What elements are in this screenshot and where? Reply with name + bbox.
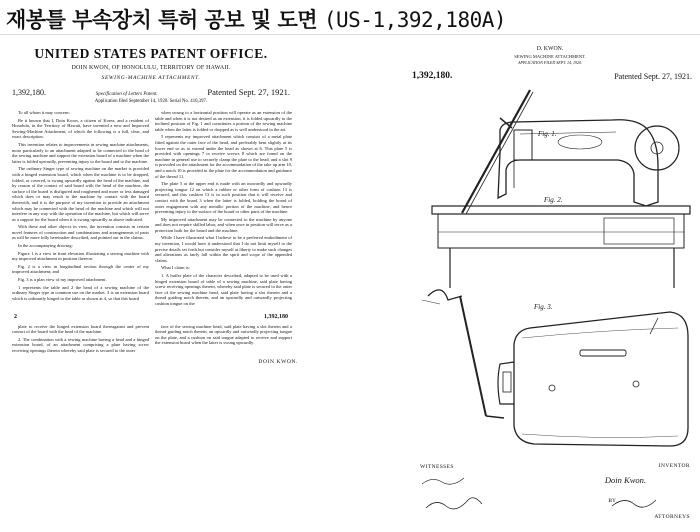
attachment-plate bbox=[514, 130, 532, 160]
screw-hole-2 bbox=[633, 381, 639, 387]
spec-paragraph: Fig. 2 is a view in longitudinal section through the center of my improved attachment; and bbox=[12, 263, 149, 275]
claims-column-left bbox=[12, 324, 149, 356]
drawing-application: APPLICATION FILED SEPT. 14, 1920. bbox=[517, 60, 583, 65]
spec-paragraph: 1 represents the table and 2 the head of a sewing machine of the ordinary Singer type in common use on the market. 3 is an extension board which is ordinarily hinged to the table as shown at 4, so that this board bbox=[12, 284, 149, 301]
fig3-label: Fig. 3. bbox=[534, 303, 553, 311]
arm-decoration bbox=[558, 135, 602, 149]
table-top bbox=[432, 206, 690, 214]
fig2-section-drawing bbox=[422, 290, 504, 418]
inventor-line: DOIN KWON, OF HONOLULU, TERRITORY OF HAWAII. bbox=[71, 65, 231, 71]
patent-drawing bbox=[402, 38, 698, 528]
attorneys-label: ATTORNEYS bbox=[654, 514, 690, 520]
cabinet bbox=[438, 214, 684, 248]
attorney-signature bbox=[612, 500, 656, 507]
title-divider bbox=[0, 34, 700, 35]
screw-hole-1 bbox=[549, 385, 555, 391]
spec-paragraph: Fig. 3 is a plan view of my improved attachment. bbox=[18, 277, 107, 283]
witness-signature-2 bbox=[426, 498, 482, 509]
spec-paragraph: The ordinary Singer type of sewing machine on the market is provided with a hinged extension board, which when the machine is to be dropped, folded, or covered, is swung upwardly against the head of the machine, and by reason of the contact of said board with the head of the machine, the surface of the board is disfigured and roughened and more or less damaged which does or may result to the machine by contact with the board therewith, and it is the purpose of my invention to provide an attachment which may be connected with the head of the machine and which will not interfere in any way with the operation of the machine, but which will serve as a support for the board when it is swung upwardly as above indicated. bbox=[12, 166, 149, 222]
signature-line: DOIN KWON. bbox=[258, 358, 298, 365]
attachment-heading: SEWING-MACHINE ATTACHMENT. bbox=[101, 75, 201, 81]
witness-signature-1 bbox=[422, 478, 464, 484]
cushion-section bbox=[428, 290, 462, 300]
fig2-label: Fig. 2. bbox=[544, 196, 563, 204]
shading-2 bbox=[522, 434, 678, 438]
claims-column-right bbox=[155, 324, 292, 356]
spec-paragraph: 1. A buffer plate of the character described, adapted to be used with a hinged extension board of table of a sewing machine, said plate having screw receiving openings therein, whereby said plate is secured to the outer face of the sewing machine head, said plate having a slot therein and a thread guiding notch therein, and an upwardly and outwardly projecting cushion tongue on the bbox=[155, 273, 292, 306]
spec-paragraph: In the accompanying drawing: bbox=[18, 243, 73, 249]
cushion-tip bbox=[498, 362, 514, 404]
spec-paragraph: To all whom it may concern: bbox=[18, 110, 70, 115]
extension-board bbox=[462, 90, 530, 213]
page-marker-left: 2 bbox=[14, 313, 17, 320]
balance-wheel bbox=[635, 126, 679, 170]
drawing-attachment: SEWING MACHINE ATTACHMENT. bbox=[514, 54, 586, 59]
drawing-patent-number: 1,392,180. bbox=[412, 71, 453, 81]
spec-paragraph: 5 represents my improved attachment which consists of a metal plate fitted against the outer face of the head, and preferably bent slightly at its lower end so as to extend under the head as shown at 6. This plate 5 is provided with openings 7 to receive screws 8 which are found on the machine in general use to securely clamp the plate to the head, and a slot 9 is provided on the attachment for the accommodation of the take up arm 10, and a notch 10 is provided in the plate for the accommodation and guidance of the thread 11. bbox=[155, 134, 292, 179]
application-line: Application filed September 14, 1920. Serial No. 410,397. bbox=[94, 99, 208, 104]
title-korean: 재봉틀 부속장치 특허 공보 및 도면 bbox=[6, 8, 318, 32]
inventor-label: INVENTOR bbox=[658, 463, 690, 469]
spec-paragraph: This invention relates to improvements in sewing machine attachments, more particularly to an attachment adapted to be connected to the head of the sewing machine and support the extension board of a machine when the latter is folded upwardly, preventing injury to the board and to the machine. bbox=[12, 141, 149, 164]
patented-date: Patented Sept. 27, 1921. bbox=[207, 87, 290, 97]
spec-paragraph: face of the sewing machine head, said plate having a slot therein and a thread guiding notch therein, an upwardly and outwardly projecting tongue on the plate, and a cushion on said tongue adapted to receive and support the extension board when the latter is swung upwardly. bbox=[155, 323, 292, 346]
spec-paragraph: Figure 1 is a view in front elevation illustrating a sewing machine with my improved attachment in position thereon. bbox=[12, 250, 149, 262]
fig1-label: Fig. 1. bbox=[538, 130, 557, 138]
plate-bend bbox=[486, 416, 504, 418]
fig3-plan-drawing bbox=[498, 312, 688, 446]
spec-columns bbox=[12, 110, 292, 309]
page-marker-right: 1,392,180 bbox=[264, 313, 288, 320]
drawing-inventor: D. KWON. bbox=[536, 46, 564, 52]
patent-text-page bbox=[4, 38, 298, 528]
plate-section bbox=[460, 296, 486, 416]
shading-1 bbox=[522, 328, 678, 338]
image-title bbox=[6, 4, 696, 34]
cushion-block bbox=[503, 372, 511, 392]
inventor-signature: Doin Kwon. bbox=[604, 475, 646, 485]
title-patent-id: (US-1,392,180A) bbox=[323, 8, 507, 32]
spec-column-left bbox=[12, 110, 149, 309]
spec-note: Specification of Letters Patent. bbox=[95, 92, 158, 97]
patent-number-row bbox=[12, 87, 290, 97]
fig1-sewing-machine-drawing bbox=[432, 90, 690, 288]
spec-paragraph: when swung to a horizontal position will operate as an extension of the table and when it is not desired as an extension, it is folded upwardly to the inclined position of Fig. 1 and constitutes a portion of the sewing machine table when the latter is folded or dropped as is well understood in the art. bbox=[155, 110, 292, 132]
spec-paragraph: What I claim is: bbox=[161, 265, 190, 271]
patent-office-header: UNITED STATES PATENT OFFICE. bbox=[34, 46, 268, 61]
plate-outline bbox=[514, 312, 688, 446]
spec-paragraph: My improved attachment may be connected to the machine by anyone and does not require skilled labor, and when once in position will serve as a protection both for the board and the machine. bbox=[155, 216, 292, 233]
arm-highlight bbox=[520, 132, 616, 134]
take-up-slot bbox=[580, 350, 626, 356]
page-marker-row bbox=[14, 314, 288, 320]
witnesses-label: WITNESSES bbox=[420, 464, 454, 470]
notch bbox=[650, 318, 658, 334]
patent-number: 1,392,180. bbox=[12, 88, 46, 97]
by-label: BY bbox=[608, 498, 616, 504]
spec-column-right bbox=[155, 110, 292, 309]
spec-paragraph: 2. The combination with a sewing machine having a head and a hinged extension board, of an attachment comprising a plate having screw receiving openings therein whereby said plate is secured to the outer bbox=[12, 336, 149, 353]
spec-paragraph: plate to receive the hinged extension board thereagainst and prevent contact of the board with the head of the machine. bbox=[12, 323, 149, 335]
spec-paragraph: With these and other objects in view, the invention consists in certain novel features of construction and combinations and arrangements of parts as will be more fully hereinafter described, and pointed out in the claims. bbox=[12, 224, 149, 241]
drawer bbox=[604, 218, 674, 244]
spec-paragraph: Be it known that I, Doin Kwon, a citizen of Korea, and a resident of Honolulu, in the Territory of Hawaii, have invented a new and Improved Sewing-Machine Attachment, of which the following is a full, clear, and exact description. bbox=[12, 117, 149, 140]
spec-paragraph: While I have illustrated what I believe to be a preferred embodiment of my invention, I would have it understood that I do not limit myself to the precise details set forth but consider myself at liberty to make such changes and alterations as fairly fall within the spirit and scope of the appended claims. bbox=[155, 235, 292, 263]
leader-13 bbox=[422, 300, 440, 304]
spec-paragraph: The plate 5 at the upper end is made with an outwardly and upwardly projecting tongue 12 on which a rubber or other form of cushion 13 is secured, and this cushion 13 is in such position that it will receive and contact with the board 3 when the latter is folded, holding the board of outer engagement with any metallic portion of the machine, and hence preventing injury to the surface of the board or other parts of the machine. bbox=[155, 181, 292, 215]
claims-columns bbox=[12, 324, 292, 356]
drawing-patented-date: Patented Sept. 27, 1921. bbox=[614, 72, 692, 81]
patent-drawing-page bbox=[402, 38, 698, 528]
